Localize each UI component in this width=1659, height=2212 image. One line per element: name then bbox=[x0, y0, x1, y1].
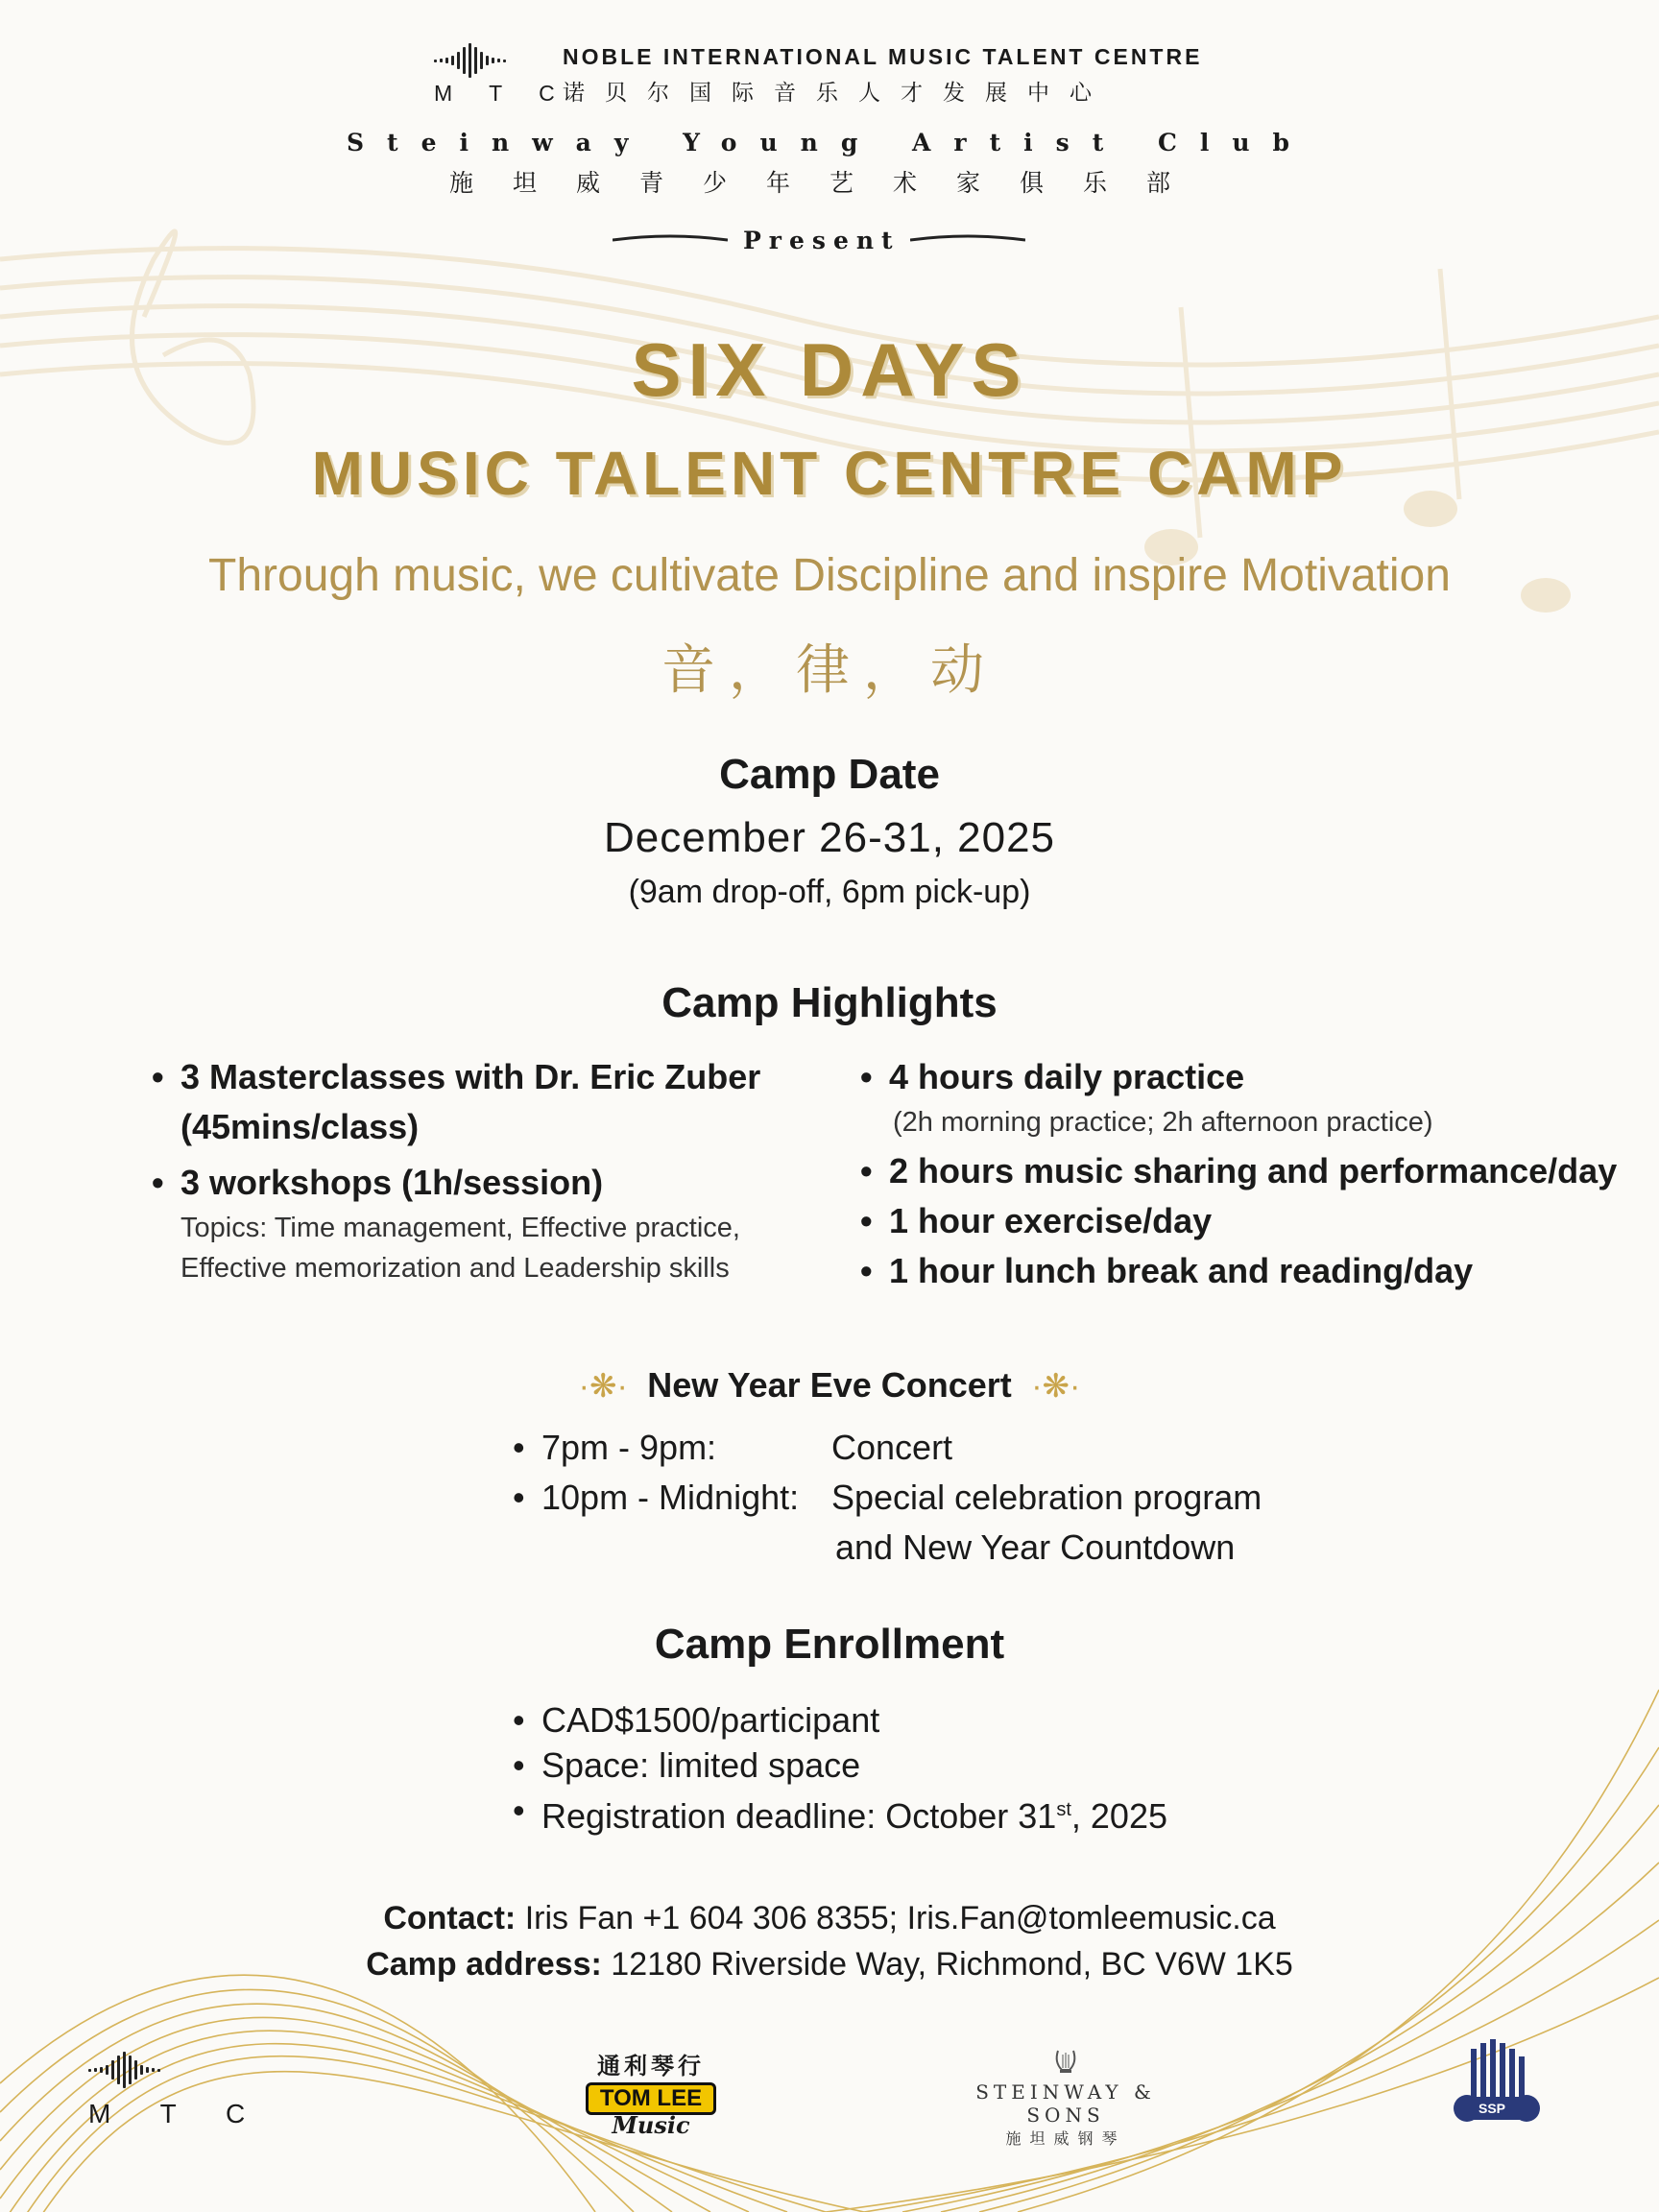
concert-desc: Special celebration program bbox=[831, 1478, 1262, 1517]
tom-lee-script: Music bbox=[612, 2111, 690, 2139]
club-name-cn: 施坦威青少年艺术家俱乐部 bbox=[448, 170, 1210, 197]
address-label: Camp address: bbox=[366, 1946, 602, 1983]
contact-line bbox=[0, 1895, 1659, 1941]
concert-desc: and New Year Countdown bbox=[835, 1527, 1236, 1567]
gold-wave-left-decoration bbox=[0, 1975, 864, 2212]
org-name-en: NOBLE INTERNATIONAL MUSIC TALENT CENTRE bbox=[563, 44, 1203, 69]
contact-label: Contact: bbox=[383, 1900, 517, 1936]
camp-times: (9am drop-off, 6pm pick-up) bbox=[628, 874, 1031, 910]
footer-mtc-letters: M T C bbox=[88, 2099, 267, 2128]
address-line bbox=[0, 1941, 1659, 1987]
steinway-en: STEINWAY & SONS bbox=[975, 2080, 1156, 2127]
concert-schedule bbox=[541, 1423, 799, 1523]
footer-mtc-waveform-icon bbox=[88, 2051, 160, 2089]
snowflake-icon: ·❋· bbox=[1031, 1368, 1081, 1405]
org-name-cn: 诺贝尔国际音乐人才发展中心 bbox=[563, 80, 1112, 105]
right-swash-divider bbox=[910, 232, 1025, 246]
chinese-tagline: 音，律，动 bbox=[661, 639, 998, 700]
lyre-icon bbox=[1052, 2047, 1079, 2076]
concert-time: • 7pm - 9pm: bbox=[541, 1423, 799, 1473]
concert-desc: Concert bbox=[831, 1428, 953, 1467]
camp-enrollment-heading: Camp Enrollment bbox=[654, 1621, 1005, 1668]
concert-heading: New Year Eve Concert bbox=[647, 1365, 1012, 1405]
camp-dates: December 26-31, 2025 bbox=[603, 814, 1056, 861]
snowflake-icon: ·❋· bbox=[578, 1368, 628, 1405]
highlights-right-list bbox=[889, 1052, 1619, 1296]
steinway-cn: 施坦威钢琴 bbox=[1005, 2131, 1126, 2148]
tom-lee-cn: 通利琴行 bbox=[597, 2054, 705, 2080]
club-name-en: Steinway Young Artist Club bbox=[346, 129, 1312, 156]
camp-highlights-heading: Camp Highlights bbox=[661, 979, 998, 1026]
tom-lee-logo bbox=[586, 2047, 716, 2139]
mtc-waveform-logo-icon bbox=[434, 42, 506, 79]
steinway-logo bbox=[941, 2047, 1190, 2149]
contact-value: Iris Fan +1 604 306 8355; Iris.Fan@tomleemusic.ca bbox=[524, 1900, 1276, 1936]
mtc-logo-letters: M T C bbox=[434, 81, 570, 106]
enrollment-list bbox=[541, 1697, 1167, 1839]
highlight-item: • 3 Masterclasses with Dr. Eric Zuber bbox=[180, 1052, 853, 1102]
tom-lee-en: TOM LEE bbox=[586, 2082, 716, 2115]
concert-heading-row bbox=[0, 1365, 1659, 1406]
highlight-item: • 3 workshops (1h/session) bbox=[180, 1158, 853, 1208]
ssp-label: SSP bbox=[1479, 2101, 1506, 2116]
highlight-item: • 1 hour exercise/day bbox=[889, 1196, 1619, 1246]
present-label: Present bbox=[743, 227, 901, 254]
highlight-note: Effective memorization and Leadership skills bbox=[180, 1253, 730, 1284]
highlight-item: • 1 hour lunch break and reading/day bbox=[889, 1246, 1619, 1296]
highlight-item: • 4 hours daily practice bbox=[889, 1052, 1619, 1102]
enrollment-item: • CAD$1500/participant bbox=[541, 1697, 1167, 1743]
highlight-item: • 2 hours music sharing and performance/day bbox=[889, 1146, 1619, 1196]
enrollment-item: • Space: limited space bbox=[541, 1743, 1167, 1788]
highlight-item-cont: (45mins/class) bbox=[180, 1107, 420, 1146]
enrollment-deadline: • Registration deadline: October 31st, 2025 bbox=[541, 1788, 1167, 1839]
concert-time: • 10pm - Midnight: bbox=[541, 1473, 799, 1523]
tagline: Through music, we cultivate Discipline and inspire Motivation bbox=[208, 550, 1451, 601]
concert-descriptions bbox=[831, 1423, 1262, 1573]
highlights-left-list bbox=[180, 1052, 853, 1288]
title-six-days: SIX DAYS bbox=[631, 327, 1028, 412]
address-value: 12180 Riverside Way, Richmond, BC V6W 1K5 bbox=[611, 1946, 1293, 1983]
highlight-note: Topics: Time management, Effective practice, bbox=[180, 1213, 740, 1243]
highlight-note: (2h morning practice; 2h afternoon practice) bbox=[893, 1107, 1433, 1138]
title-camp-name: MUSIC TALENT CENTRE CAMP bbox=[311, 439, 1348, 508]
left-swash-divider bbox=[613, 232, 728, 246]
camp-date-heading: Camp Date bbox=[719, 751, 940, 798]
